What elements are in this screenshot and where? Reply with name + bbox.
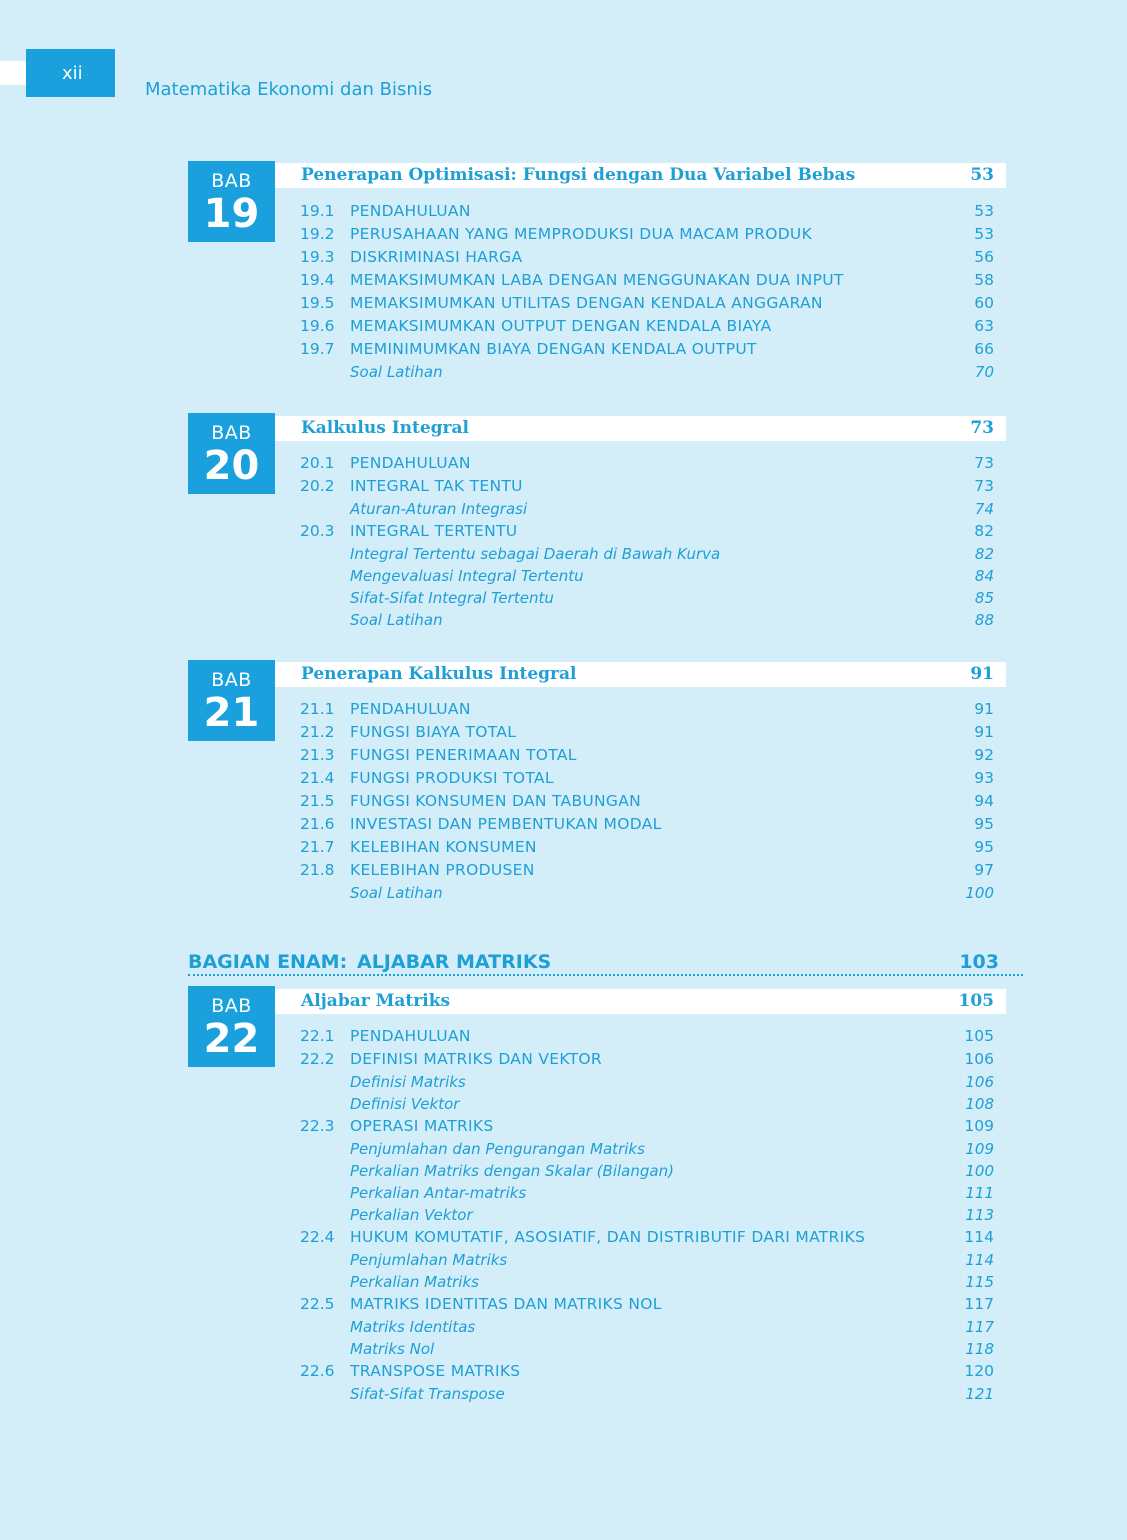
chapter-badge-label: BAB [211, 422, 252, 444]
section-page: 91 [974, 723, 994, 741]
section-title: Definisi Vektor [350, 1095, 460, 1113]
toc-subsection-row[interactable] [300, 498, 994, 520]
section-page: 53 [974, 225, 994, 243]
toc-subsection-row[interactable] [300, 587, 994, 609]
toc-subsection-row[interactable] [300, 565, 994, 587]
section-number: 20.3 [300, 522, 335, 540]
section-title: FUNGSI BIAYA TOTAL [350, 723, 517, 741]
section-number: 19.1 [300, 202, 335, 220]
toc-section-row[interactable] [300, 836, 994, 859]
toc-section-row[interactable] [300, 200, 994, 223]
section-number: 21.5 [300, 792, 335, 810]
section-number: 21.1 [300, 700, 335, 718]
toc-subsection-row[interactable] [300, 882, 994, 904]
section-title: Sifat-Sifat Integral Tertentu [350, 589, 554, 607]
section-title: MEMAKSIMUMKAN UTILITAS DENGAN KENDALA ANGGARAN [350, 294, 823, 312]
toc-subsection-row[interactable] [300, 543, 994, 565]
chapter-badge-label: BAB [211, 995, 252, 1017]
section-title: INVESTASI DAN PEMBENTUKAN MODAL [350, 815, 662, 833]
toc-section-row[interactable] [300, 1360, 994, 1383]
chapter-page: 105 [958, 991, 994, 1011]
section-number: 22.1 [300, 1027, 335, 1045]
section-title: PENDAHULUAN [350, 202, 471, 220]
section-title: Matriks Identitas [350, 1318, 476, 1336]
section-number: 19.4 [300, 271, 335, 289]
chapter-entries [300, 698, 994, 904]
section-title: HUKUM KOMUTATIF, ASOSIATIF, DAN DISTRIBUTIF DARI MATRIKS [350, 1228, 866, 1246]
section-number: 20.1 [300, 454, 335, 472]
chapter-page: 91 [970, 664, 994, 684]
section-number: 19.2 [300, 225, 335, 243]
section-page: 88 [974, 611, 994, 629]
section-title: MEMAKSIMUMKAN LABA DENGAN MENGGUNAKAN DUA INPUT [350, 271, 844, 289]
section-page: 82 [974, 522, 994, 540]
chapter-entries [300, 1025, 994, 1405]
toc-section-row[interactable] [300, 1293, 994, 1316]
section-page: 73 [974, 477, 994, 495]
section-number: 21.4 [300, 769, 335, 787]
toc-subsection-row[interactable] [300, 361, 994, 383]
section-page: 117 [965, 1318, 994, 1336]
chapter-title: Penerapan Optimisasi: Fungsi dengan Dua Variabel Bebas [301, 165, 856, 185]
part-label: BAGIAN ENAM: [188, 951, 348, 973]
toc-section-row[interactable] [300, 315, 994, 338]
toc-subsection-row[interactable] [300, 1249, 994, 1271]
section-title: PENDAHULUAN [350, 700, 471, 718]
section-title: KELEBIHAN KONSUMEN [350, 838, 537, 856]
section-title: FUNGSI KONSUMEN DAN TABUNGAN [350, 792, 642, 810]
toc-section-row[interactable] [300, 1115, 994, 1138]
section-number: 21.7 [300, 838, 335, 856]
section-title: Matriks Nol [350, 1340, 435, 1358]
chapter-title: Kalkulus Integral [301, 418, 469, 438]
chapter-entries [300, 200, 994, 383]
section-page: 109 [965, 1140, 994, 1158]
section-page: 100 [965, 1162, 994, 1180]
section-page: 115 [965, 1273, 994, 1291]
chapter-entries [300, 452, 994, 631]
toc-section-row[interactable] [300, 698, 994, 721]
toc-section-row[interactable] [300, 269, 994, 292]
book-title: Matematika Ekonomi dan Bisnis [145, 79, 433, 100]
section-page: 117 [964, 1295, 994, 1313]
section-page: 97 [974, 861, 994, 879]
section-page: 111 [965, 1184, 994, 1202]
section-title: DEFINISI MATRIKS DAN VEKTOR [350, 1050, 602, 1068]
section-title: Soal Latihan [350, 363, 443, 381]
section-page: 60 [974, 294, 994, 312]
section-title: Perkalian Antar-matriks [350, 1184, 527, 1202]
section-title: PENDAHULUAN [350, 1027, 471, 1045]
section-number: 19.5 [300, 294, 335, 312]
section-title: PENDAHULUAN [350, 454, 471, 472]
section-page: 114 [965, 1251, 994, 1269]
section-title: Perkalian Matriks dengan Skalar (Bilangan) [350, 1162, 674, 1180]
section-page: 82 [974, 545, 994, 563]
chapter-title-bar[interactable] [275, 416, 1006, 441]
section-number: 22.2 [300, 1050, 335, 1068]
chapter-badge [188, 660, 275, 741]
section-page: 70 [974, 363, 994, 381]
toc-subsection-row[interactable] [300, 1160, 994, 1182]
toc-section-row[interactable] [300, 813, 994, 836]
toc-section-row[interactable] [300, 223, 994, 246]
section-page: 95 [974, 838, 994, 856]
section-title: Mengevaluasi Integral Tertentu [350, 567, 584, 585]
section-page: 108 [965, 1095, 994, 1113]
section-page: 113 [965, 1206, 994, 1224]
page-number: xii [62, 63, 83, 84]
toc-subsection-row[interactable] [300, 1204, 994, 1226]
toc-subsection-row[interactable] [300, 1316, 994, 1338]
section-page: 109 [964, 1117, 994, 1135]
toc-section-row[interactable] [300, 475, 994, 498]
section-page: 114 [964, 1228, 994, 1246]
chapter-title-bar[interactable] [275, 662, 1006, 687]
section-number: 22.5 [300, 1295, 335, 1313]
chapter-title-bar[interactable] [275, 989, 1006, 1014]
toc-subsection-row[interactable] [300, 1383, 994, 1405]
chapter-number: 19 [203, 191, 260, 237]
toc-subsection-row[interactable] [300, 1138, 994, 1160]
toc-subsection-row[interactable] [300, 1182, 994, 1204]
section-title: FUNGSI PRODUKSI TOTAL [350, 769, 554, 787]
chapter-badge [188, 413, 275, 494]
chapter-title-bar[interactable] [275, 163, 1006, 188]
section-title: INTEGRAL TAK TENTU [350, 477, 523, 495]
toc-section-row[interactable] [300, 744, 994, 767]
section-page: 93 [974, 769, 994, 787]
section-page: 106 [965, 1073, 994, 1091]
toc-subsection-row[interactable] [300, 1071, 994, 1093]
toc-section-row[interactable] [300, 338, 994, 361]
section-page: 73 [974, 454, 994, 472]
section-title: Aturan-Aturan Integrasi [350, 500, 528, 518]
toc-section-row[interactable] [300, 721, 994, 744]
section-page: 120 [964, 1362, 994, 1380]
toc-section-row[interactable] [300, 790, 994, 813]
section-number: 22.6 [300, 1362, 335, 1380]
chapter-page: 53 [970, 165, 994, 185]
toc-section-row[interactable] [300, 859, 994, 882]
section-page: 58 [974, 271, 994, 289]
section-page: 53 [974, 202, 994, 220]
toc-section-row[interactable] [300, 767, 994, 790]
section-title: Perkalian Vektor [350, 1206, 473, 1224]
chapter-badge-label: BAB [211, 669, 252, 691]
toc-section-row[interactable] [300, 1048, 994, 1071]
section-number: 22.4 [300, 1228, 335, 1246]
section-title: INTEGRAL TERTENTU [350, 522, 518, 540]
section-title: Perkalian Matriks [350, 1273, 479, 1291]
section-page: 95 [974, 815, 994, 833]
chapter-badge [188, 986, 275, 1067]
section-title: MEMINIMUMKAN BIAYA DENGAN KENDALA OUTPUT [350, 340, 757, 358]
section-title: OPERASI MATRIKS [350, 1117, 494, 1135]
section-number: 21.8 [300, 861, 335, 879]
section-title: Penjumlahan Matriks [350, 1251, 508, 1269]
section-page: 85 [974, 589, 994, 607]
section-number: 22.3 [300, 1117, 335, 1135]
section-page: 66 [974, 340, 994, 358]
toc-section-row[interactable] [300, 452, 994, 475]
toc-section-row[interactable] [300, 1226, 994, 1249]
toc-section-row[interactable] [300, 520, 994, 543]
toc-subsection-row[interactable] [300, 1271, 994, 1293]
section-title: MEMAKSIMUMKAN OUTPUT DENGAN KENDALA BIAYA [350, 317, 772, 335]
chapter-title: Aljabar Matriks [301, 991, 451, 1011]
section-page: 92 [974, 746, 994, 764]
section-number: 19.3 [300, 248, 335, 266]
section-page: 105 [964, 1027, 994, 1045]
part-heading[interactable] [188, 950, 1023, 976]
section-page: 94 [974, 792, 994, 810]
section-title: Sifat-Sifat Transpose [350, 1385, 505, 1403]
section-number: 19.7 [300, 340, 335, 358]
section-title: TRANSPOSE MATRIKS [350, 1362, 521, 1380]
chapter-number: 21 [203, 690, 260, 736]
toc-subsection-row[interactable] [300, 1338, 994, 1360]
section-number: 21.2 [300, 723, 335, 741]
section-title: Definisi Matriks [350, 1073, 466, 1091]
section-page: 91 [974, 700, 994, 718]
section-page: 118 [965, 1340, 994, 1358]
section-number: 21.3 [300, 746, 335, 764]
toc-subsection-row[interactable] [300, 609, 994, 631]
section-title: DISKRIMINASI HARGA [350, 248, 523, 266]
section-page: 100 [965, 884, 994, 902]
section-page: 63 [974, 317, 994, 335]
section-title: MATRIKS IDENTITAS DAN MATRIKS NOL [350, 1295, 662, 1313]
chapter-title: Penerapan Kalkulus Integral [301, 664, 577, 684]
section-title: Soal Latihan [350, 884, 443, 902]
section-title: FUNGSI PENERIMAAN TOTAL [350, 746, 577, 764]
section-page: 74 [974, 500, 994, 518]
section-title: Soal Latihan [350, 611, 443, 629]
section-title: Penjumlahan dan Pengurangan Matriks [350, 1140, 645, 1158]
chapter-badge [188, 161, 275, 242]
toc-section-row[interactable] [300, 292, 994, 315]
toc-section-row[interactable] [300, 1025, 994, 1048]
section-title: Integral Tertentu sebagai Daerah di Bawah Kurva [350, 545, 721, 563]
part-page: 103 [959, 951, 999, 973]
chapter-badge-label: BAB [211, 170, 252, 192]
toc-subsection-row[interactable] [300, 1093, 994, 1115]
section-title: PERUSAHAAN YANG MEMPRODUKSI DUA MACAM PRODUK [350, 225, 813, 243]
section-number: 21.6 [300, 815, 335, 833]
part-title: ALJABAR MATRIKS [357, 951, 552, 973]
section-page: 56 [974, 248, 994, 266]
section-page: 106 [964, 1050, 994, 1068]
section-page: 84 [974, 567, 994, 585]
chapter-page: 73 [970, 418, 994, 438]
chapter-number: 22 [203, 1016, 260, 1062]
section-number: 20.2 [300, 477, 335, 495]
section-title: KELEBIHAN PRODUSEN [350, 861, 535, 879]
section-number: 19.6 [300, 317, 335, 335]
section-page: 121 [965, 1385, 994, 1403]
toc-section-row[interactable] [300, 246, 994, 269]
chapter-number: 20 [203, 443, 260, 489]
